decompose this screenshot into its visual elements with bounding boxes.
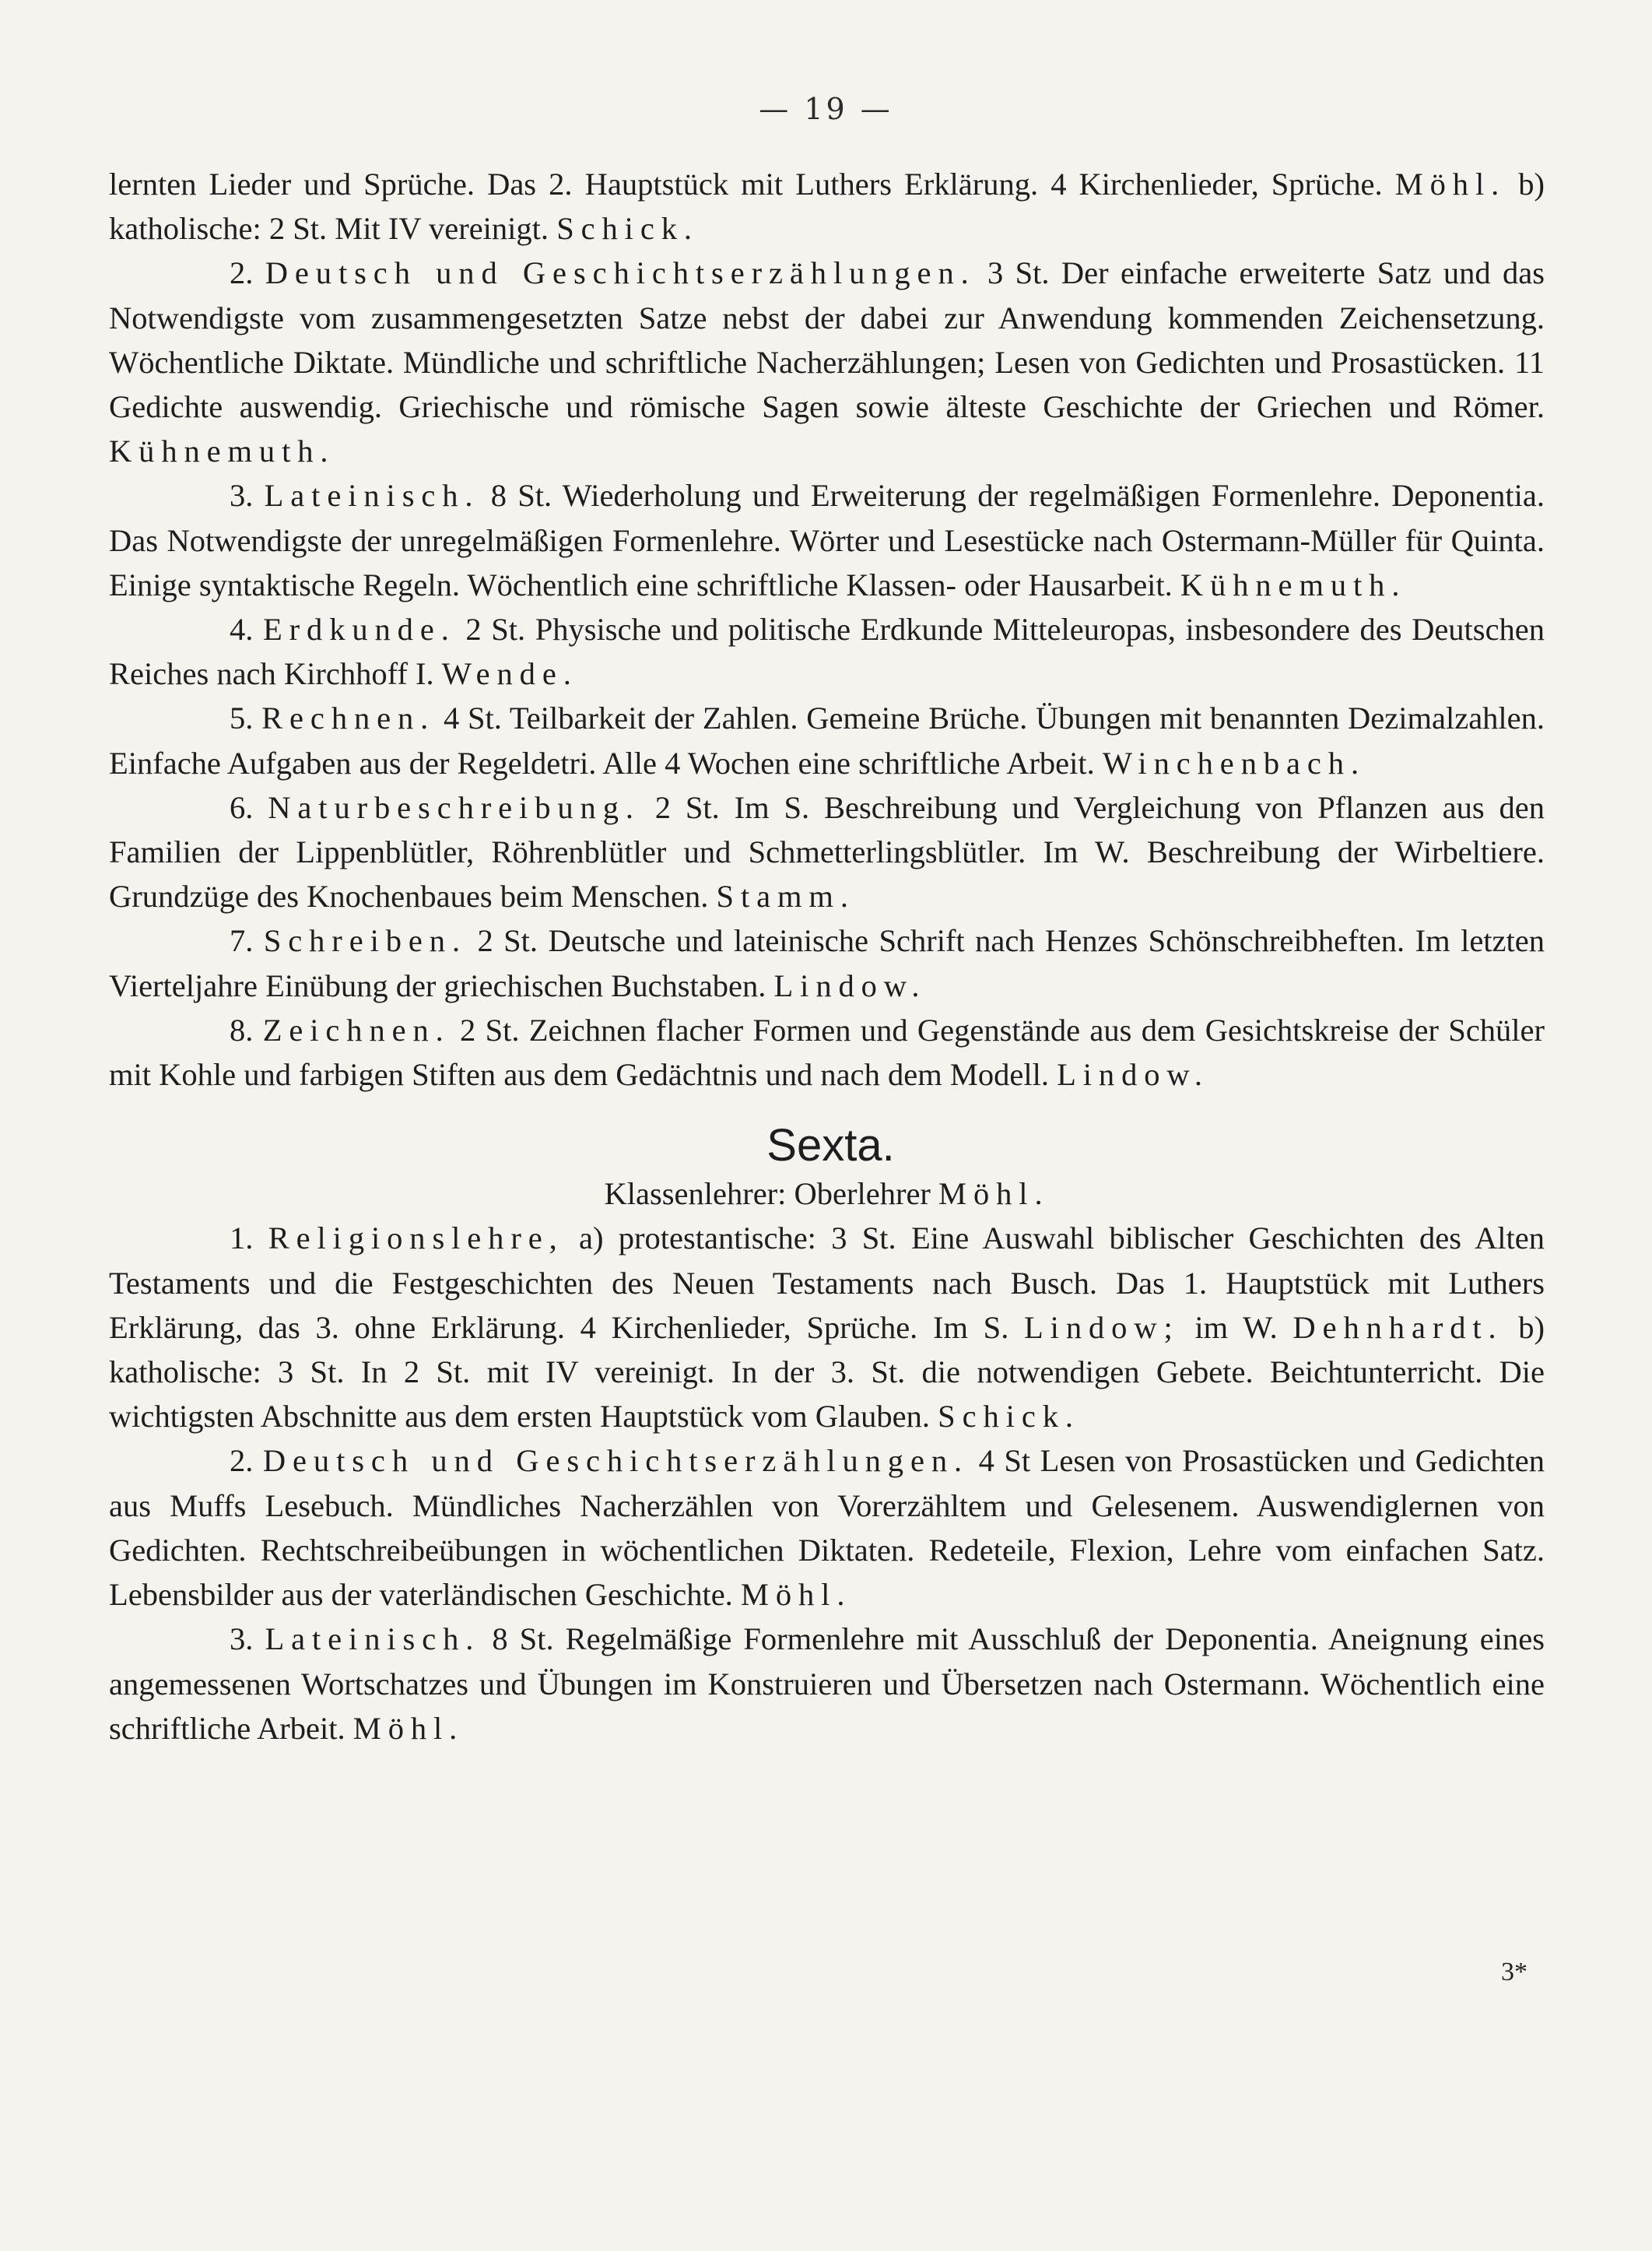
teacher-name: Dehnhardt. (1292, 1309, 1503, 1345)
subject-text: 2 St. Deutsche und lateinische Schrift nach Henzes Schönschreibheften. Im letzten Vierteljahre Einübung der griechischen Buchstaben. (109, 923, 1545, 1003)
quinta-subject-lateinisch (109, 473, 1545, 607)
class-teacher-line (109, 1171, 1545, 1216)
page-body (109, 162, 1545, 1751)
signature-mark: 3* (1501, 1958, 1527, 1986)
subject-text: 4 St Lesen von Prosastücken und Gedichten aus Muffs Lesebuch. Mündliches Nacherzählen von Vorerzähltem und Gelesenem. Auswendiglernen von Gedichten. Rechtschreibeübungen in wöchentlichen Diktaten. Redeteile, Flexion, Lehre vom einfachen Satz. Lebensbilder aus der vaterländischen Geschichte. (109, 1443, 1545, 1613)
subject-title: Schreiben. (263, 923, 467, 959)
subject-number: 5. (230, 701, 254, 736)
subject-number: 1. (230, 1220, 254, 1256)
subject-text: im W. (1194, 1309, 1278, 1345)
subject-number: 4. (230, 612, 254, 648)
subject-number: 7. (230, 923, 254, 959)
teacher-name: Schick. (556, 211, 699, 247)
teacher-name: Kühnemuth. (1180, 567, 1407, 602)
teacher-name: Möhl. (1394, 167, 1506, 202)
subject-title: Lateinisch. (264, 478, 480, 514)
page-number: — 19 — (759, 92, 893, 126)
subject-text: 2 St. Im S. Beschreibung und Vergleichung von Pflanzen aus den Familien der Lippenblütler, Röhrenblütler und Schmetterlingsblütler. Im W. Beschreibung der Wirbeltiere. Grundzüge des Knochenbaues beim Menschen. (109, 789, 1545, 915)
subject-title: Religionslehre, (268, 1220, 564, 1256)
subject-title: Deutsch und Geschichtserzählungen. (265, 255, 976, 291)
quinta-subject-rechnen (109, 696, 1545, 785)
subject-number: 2. (230, 255, 254, 291)
subject-text: 2 St. Zeichnen flacher Formen und Gegenstände aus dem Gesichtskreise der Schüler mit Kohle und farbigen Stiften aus dem Gedächtnis und nach dem Modell. (109, 1012, 1545, 1093)
subject-number: 3. (230, 1621, 254, 1657)
teacher-name: Lindow. (773, 967, 927, 1003)
section-title-sexta: Sexta. (766, 1120, 895, 1171)
teacher-name: Schick. (938, 1399, 1080, 1435)
quinta-subject-deutsch (109, 251, 1545, 473)
subject-number: 2. (230, 1443, 254, 1479)
subject-title: Erdkunde. (262, 612, 456, 648)
teacher-name: Winchenbach. (1102, 745, 1366, 781)
quinta-subject-naturbeschreibung (109, 785, 1545, 919)
class-teacher-label: Klassenlehrer: Oberlehrer (604, 1176, 931, 1212)
subject-text: 2 St. Physische und politische Erdkunde Mitteleuropas, insbesondere des Deutschen Reiches nach Kirchhoff I. (109, 612, 1545, 692)
teacher-name: Stamm. (716, 879, 855, 915)
subject-number: 8. (230, 1012, 254, 1048)
teacher-name: Lindow; (1024, 1309, 1180, 1345)
subject-title: Naturbeschreibung. (268, 789, 640, 825)
paragraph-text: b) katholische: 2 St. Mit IV vereinigt. (109, 167, 1545, 247)
subject-text: b) katholische: 3 St. In 2 St. mit IV vereinigt. In der 3. St. die notwendigen Gebete. Beichtunterricht. Die wichtigsten Abschnitte aus dem ersten Hauptstück vom Glauben. (109, 1309, 1545, 1435)
subject-title: Lateinisch. (265, 1621, 481, 1657)
subject-number: 6. (230, 789, 254, 825)
subject-text: a) protestantische: 3 St. Eine Auswahl biblischer Geschichten des Alten Testaments und die Festgeschichten des Neuen Testaments nach Busch. Das 1. Hauptstück mit Luthers Erklärung, das 3. ohne Erklärung. 4 Kirchenlieder, Sprüche. Im S. (109, 1220, 1545, 1345)
subject-text: 3 St. Der einfache erweiterte Satz und das Notwendigste vom zusammengesetzten Satze nebst der dabei zur Anwendung kommenden Zeichensetzung. Wöchentliche Diktate. Mündliche und schriftliche Nacherzählungen; Lesen von Gedichten und Prosastücken. 11 Gedichte auswendig. Griechische und römische Sagen sowie älteste Geschichte der Griechen und Römer. (109, 255, 1545, 425)
teacher-name: Wende. (441, 656, 578, 692)
subject-title: Rechnen. (261, 701, 436, 736)
teacher-name: Möhl. (740, 1577, 852, 1613)
teacher-name: Kühnemuth. (109, 434, 335, 469)
quinta-subject-zeichnen (109, 1008, 1545, 1097)
sexta-subject-religion (109, 1216, 1545, 1438)
sexta-subject-lateinisch (109, 1617, 1545, 1751)
quinta-subject-erdkunde (109, 607, 1545, 696)
paragraph-text: lernten Lieder und Sprüche. Das 2. Hauptstück mit Luthers Erklärung. 4 Kirchenlieder, Sprüche. (109, 167, 1383, 202)
teacher-name: Möhl. (352, 1710, 465, 1746)
teacher-name: Lindow. (1057, 1057, 1209, 1093)
subject-text: 4 St. Teilbarkeit der Zahlen. Gemeine Brüche. Übungen mit benannten Dezimalzahlen. Einfache Aufgaben aus der Regeldetri. Alle 4 Wochen eine schriftliche Arbeit. (109, 701, 1545, 781)
subject-title: Deutsch und Geschichtserzählungen. (262, 1443, 970, 1479)
quinta-subject-schreiben (109, 918, 1545, 1007)
quinta-religion-continued (109, 162, 1545, 251)
subject-text: 8 St. Wiederholung und Erweiterung der regelmäßigen Formenlehre. Deponentia. Das Notwendigste der unregelmäßigen Formenlehre. Wörter und Lesestücke nach Ostermann-Müller für Quinta. Einige syntaktische Regeln. Wöchentlich eine schriftliche Klassen- oder Hausarbeit. (109, 478, 1545, 602)
subject-text: 8 St. Regelmäßige Formenlehre mit Ausschluß der Deponentia. Aneignung eines angemessenen Wortschatzes und Übungen im Konstruieren und Übersetzen nach Ostermann. Wöchentlich eine schriftliche Arbeit. (109, 1621, 1545, 1746)
subject-number: 3. (230, 478, 254, 514)
teacher-name: Möhl. (938, 1176, 1050, 1212)
subject-title: Zeichnen. (262, 1012, 451, 1048)
sexta-subject-deutsch (109, 1438, 1545, 1617)
